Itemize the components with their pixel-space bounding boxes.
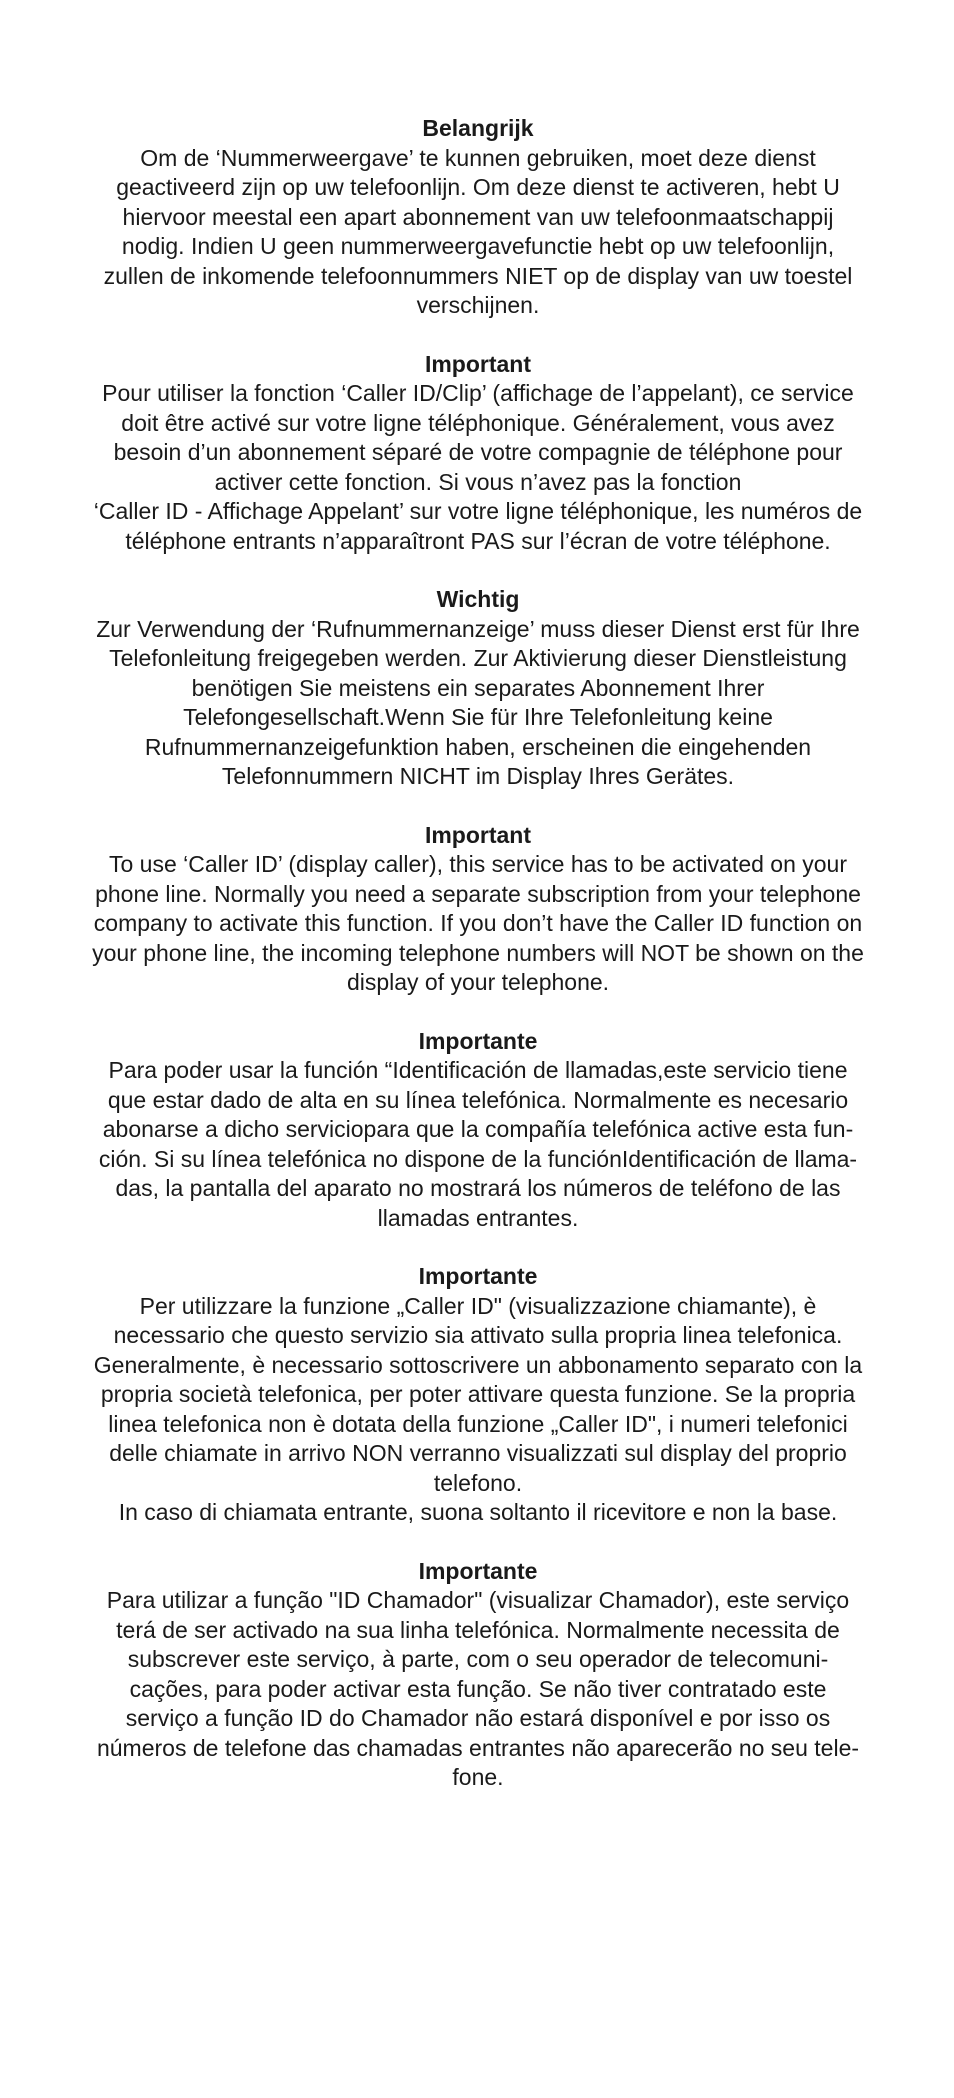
text-line: números de telefone das chamadas entrantes não aparecerão no seu tele- <box>96 1734 860 1761</box>
text-line: verschijnen. <box>416 292 540 318</box>
section-english <box>52 821 904 998</box>
section-heading: Belangrijk <box>422 115 534 141</box>
section-heading: Importante <box>418 1557 538 1584</box>
text-line: llamadas entrantes. <box>377 1204 579 1231</box>
text-line: company to activate this function. If you don’t have the Caller ID function on <box>93 910 863 936</box>
text-line: ‘Caller ID - Affichage Appelant’ sur votre ligne téléphonique, les numéros de <box>93 498 863 524</box>
text-line: activer cette fonction. Si vous n’avez pas la fonction <box>214 468 742 495</box>
text-line: nodig. Indien U geen nummerweergavefunctie hebt op uw telefoonlijn, <box>121 233 835 259</box>
section-heading: Importante <box>418 1263 538 1289</box>
text-line: zullen de inkomende telefoonnummers NIET op de display van uw toestel <box>103 262 853 289</box>
section-italian <box>52 1262 904 1528</box>
document-page <box>52 114 904 1822</box>
text-line: besoin d’un abonnement séparé de votre compagnie de téléphone pour <box>113 439 843 465</box>
text-line: Telefonnummern NICHT im Display Ihres Gerätes. <box>221 763 735 789</box>
text-line: linea telefonica non è dotata della funzione „Caller ID", i numeri telefonici <box>108 1410 848 1437</box>
section-dutch <box>52 114 904 321</box>
section-french <box>52 350 904 557</box>
text-line: Telefongesellschaft.Wenn Sie für Ihre Telefonleitung keine <box>183 704 773 730</box>
section-portuguese <box>52 1557 904 1793</box>
text-line: doit être activé sur votre ligne téléphonique. Généralement, vous avez <box>121 409 835 436</box>
text-line: que estar dado de alta en su línea telefónica. Normalmente es necesario <box>107 1086 849 1113</box>
text-line: To use ‘Caller ID’ (display caller), this service has to be activated on your <box>108 851 848 877</box>
text-line: delle chiamate in arrivo NON verranno visualizzati sul display del proprio <box>109 1440 847 1466</box>
section-heading: Importante <box>418 1027 538 1054</box>
text-line: subscrever este serviço, à parte, com o seu operador de telecomuni- <box>127 1646 829 1672</box>
text-line: benötigen Sie meistens ein separates Abonnement Ihrer <box>191 674 765 701</box>
text-line: ción. Si su línea telefónica no dispone de la funciónIdentificación de llama- <box>98 1145 858 1172</box>
text-line: hiervoor meestal een apart abonnement van uw telefoonmaatschappij <box>122 203 834 230</box>
text-line: terá de ser activado na sua linha telefónica. Normalmente necessita de <box>116 1616 840 1643</box>
text-line: geactiveerd zijn op uw telefoonlijn. Om deze dienst te activeren, hebt U <box>116 174 840 200</box>
text-line: Telefonleitung freigegeben werden. Zur Aktivierung dieser Dienstleistung <box>109 645 847 671</box>
text-line: In caso di chiamata entrante, suona soltanto il ricevitore e non la base. <box>118 1499 838 1525</box>
text-line: propria società telefonica, per poter attivare questa funzione. Se la propria <box>100 1381 856 1407</box>
text-line: fone. <box>452 1764 504 1790</box>
text-line: Pour utiliser la fonction ‘Caller ID/Clip’ (affichage de l’appelant), ce service <box>102 380 854 406</box>
text-line: cações, para poder activar esta função. Se não tiver contratado este <box>129 1675 827 1702</box>
section-heading: Important <box>424 821 532 848</box>
text-line: téléphone entrants n’apparaîtront PAS sur l’écran de votre téléphone. <box>125 527 831 554</box>
text-line: Generalmente, è necessario sottoscrivere un abbonamento separato con la <box>93 1351 863 1378</box>
section-heading: Important <box>424 350 532 377</box>
text-line: telefono. <box>433 1469 523 1496</box>
section-spanish <box>52 1027 904 1234</box>
section-heading: Wichtig <box>436 586 520 612</box>
text-line: Para poder usar la función “Identificación de llamadas,este servicio tiene <box>108 1057 848 1083</box>
text-line: phone line. Normally you need a separate subscription from your telephone <box>95 880 861 907</box>
text-line: Zur Verwendung der ‘Rufnummernanzeige’ muss dieser Dienst erst für Ihre <box>96 615 860 642</box>
text-line: Rufnummernanzeigefunktion haben, erscheinen die eingehenden <box>144 733 812 760</box>
text-line: abonarse a dicho serviciopara que la compañía telefónica active esta fun- <box>102 1116 854 1142</box>
text-line: Om de ‘Nummerweergave’ te kunnen gebruiken, moet deze dienst <box>140 144 816 171</box>
text-line: necessario che questo servizio sia attivato sulla propria linea telefonica. <box>113 1322 843 1348</box>
text-line: das, la pantalla del aparato no mostrará los números de teléfono de las <box>115 1175 841 1201</box>
section-german <box>52 585 904 792</box>
text-line: display of your telephone. <box>346 969 610 995</box>
text-line: serviço a função ID do Chamador não estará disponível e por isso os <box>125 1705 831 1731</box>
text-line: your phone line, the incoming telephone numbers will NOT be shown on the <box>92 939 864 966</box>
text-line: Para utilizar a função "ID Chamador" (visualizar Chamador), este serviço <box>106 1587 850 1613</box>
text-line: Per utilizzare la funzione „Caller ID" (visualizzazione chiamante), è <box>139 1292 817 1319</box>
